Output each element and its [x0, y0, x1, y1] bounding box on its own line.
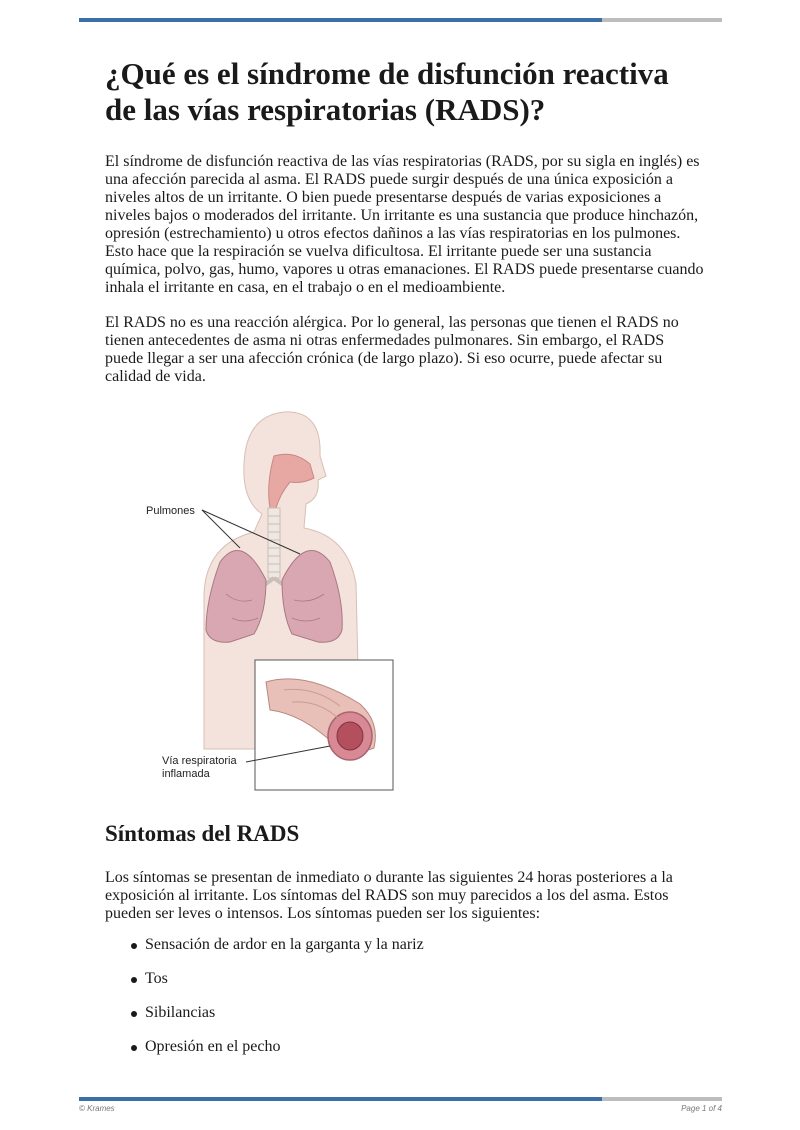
lungs-label: Pulmones [146, 505, 195, 517]
list-item [105, 970, 705, 988]
footer-page-number: Page 1 of 4 [681, 1104, 722, 1113]
bullet-icon [131, 1011, 137, 1017]
list-item [105, 1038, 705, 1056]
top-divider-gray [602, 18, 722, 22]
symptom-text: Sensación de ardor en la garganta y la nariz [145, 936, 424, 953]
intro-paragraph-2: El RADS no es una reacción alérgica. Por lo general, las personas que tienen el RADS no tienen antecedentes de asma ni otras enfermedades pulmonares. Sin embargo, el RADS puede llegar a ser una afección crónica (de largo plazo). Si eso ocurre, puede afectar su calidad de vida. [105, 314, 679, 385]
lungs-illustration [134, 404, 396, 794]
main-content [105, 56, 705, 385]
top-divider [79, 18, 722, 22]
airway-label-line1: Vía respiratoria [162, 755, 237, 767]
symptoms-list [105, 936, 705, 1072]
bullet-icon [131, 1045, 137, 1051]
intro-paragraph-1: El síndrome de disfunción reactiva de las vías respiratorias (RADS, por su sigla en inglés) es una afección parecida al asma. El RADS puede surgir después de una única exposición a niveles altos de un irritante. O bien puede presentarse después de varias exposiciones a niveles bajos o moderados del irritante. Un irritante es una sustancia que produce hinchazón, opresión (estrechamiento) u otros efectos dañinos a las vías respiratorias en los pulmones. Esto hace que la respiración se vuelva dificultosa. El irritante puede ser una sustancia química, polvo, gas, humo, vapores u otras emanaciones. El RADS puede presentarse cuando inhala el irritante en casa, en el trabajo o en el medioambiente. [105, 153, 704, 296]
list-item [105, 1004, 705, 1022]
airway-label-line2: inflamada [162, 768, 210, 780]
symptoms-paragraph: Los síntomas se presentan de inmediato o durante las siguientes 24 horas posteriores a la exposición al irritante. Los síntomas del RADS son muy parecidos a los del asma. Estos pueden ser leves o intensos. Los síntomas pueden ser los siguientes: [105, 869, 673, 922]
bottom-divider [79, 1097, 722, 1101]
top-divider-blue [79, 18, 602, 22]
bullet-icon [131, 943, 137, 949]
trachea [268, 508, 280, 578]
bottom-divider-gray [602, 1097, 722, 1101]
list-item [105, 936, 705, 954]
page-title: ¿Qué es el síndrome de disfunción reactiva de las vías respiratorias (RADS)? [105, 56, 669, 127]
symptom-text: Sibilancias [145, 1004, 216, 1021]
symptom-text: Tos [145, 970, 168, 987]
symptom-text: Opresión en el pecho [145, 1038, 281, 1055]
symptoms-heading: Síntomas del RADS [105, 821, 300, 846]
footer-copyright: © Krames [79, 1104, 115, 1113]
bottom-divider-blue [79, 1097, 602, 1101]
bullet-icon [131, 977, 137, 983]
